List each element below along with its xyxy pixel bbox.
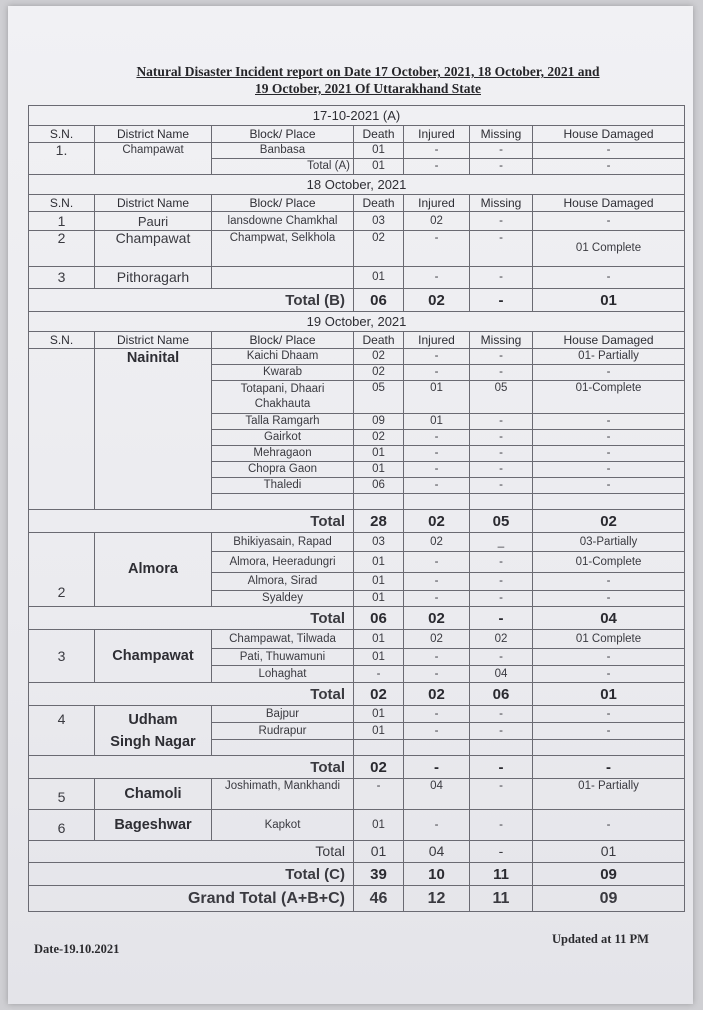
total-b-missing: - — [470, 289, 533, 312]
place-cell: Syaldey — [212, 591, 354, 607]
total-almora-label: Total — [29, 607, 354, 630]
total-a-house: - — [533, 159, 685, 175]
missing-cell: - — [470, 267, 533, 289]
district-cell: Chamoli — [95, 779, 212, 810]
sn-cell: 2 — [29, 533, 95, 607]
report-title-line-1: Natural Disaster Incident report on Date 17 October, 2021, 18 October, 2021 and — [136, 64, 600, 79]
death-cell: 06 — [354, 478, 404, 494]
total-b-label: Total (B) — [29, 289, 354, 312]
total-56-label: Total — [29, 841, 354, 863]
house-cell: 01- Partially — [533, 349, 685, 365]
district-cell: Udham Singh Nagar — [95, 706, 212, 756]
missing-cell: - — [470, 430, 533, 446]
place-cell: Almora, Heeradungri — [212, 552, 354, 573]
total-champawat-missing: 06 — [470, 683, 533, 706]
spacer-cell — [212, 740, 354, 756]
table-row — [29, 533, 685, 552]
sn-cell: 1. — [29, 143, 95, 175]
table-row — [29, 810, 685, 841]
grand-total-death: 46 — [354, 886, 404, 912]
missing-cell: - — [470, 779, 533, 810]
total-c-house: 09 — [533, 863, 685, 886]
death-cell: 01 — [354, 706, 404, 723]
header-house: House Damaged — [533, 332, 685, 349]
house-cell: 01- Partially — [533, 779, 685, 810]
death-cell: 01 — [354, 630, 404, 649]
death-cell: 05 — [354, 381, 404, 414]
death-cell: 02 — [354, 349, 404, 365]
missing-cell: - — [470, 212, 533, 231]
total-c-injured: 10 — [404, 863, 470, 886]
house-cell: - — [533, 446, 685, 462]
header-place: Block/ Place — [212, 195, 354, 212]
house-cell: 01 Complete — [533, 630, 685, 649]
place-cell: Champwat, Selkhola — [212, 231, 354, 267]
injured-cell: - — [404, 267, 470, 289]
death-cell: 09 — [354, 414, 404, 430]
grand-total-missing: 11 — [470, 886, 533, 912]
total-a-death: 01 — [354, 159, 404, 175]
total-udham-label: Total — [29, 756, 354, 779]
spacer-cell — [354, 494, 404, 510]
report-title — [68, 63, 668, 97]
total-nainital-injured: 02 — [404, 510, 470, 533]
missing-cell: - — [470, 478, 533, 494]
place-cell: Thaledi — [212, 478, 354, 494]
total-b-injured: 02 — [404, 289, 470, 312]
injured-cell: - — [404, 231, 470, 267]
total-a-missing: - — [470, 159, 533, 175]
spacer-cell — [404, 740, 470, 756]
grand-total-injured: 12 — [404, 886, 470, 912]
missing-cell: - — [470, 723, 533, 740]
incident-table — [28, 105, 685, 912]
total-nainital-label: Total — [29, 510, 354, 533]
house-cell: - — [533, 591, 685, 607]
sn-cell: 4 — [29, 706, 95, 756]
total-champawat-death: 02 — [354, 683, 404, 706]
header-place: Block/ Place — [212, 332, 354, 349]
total-a-injured: - — [404, 159, 470, 175]
district-cell: Pauri — [95, 212, 212, 231]
death-cell: 01 — [354, 462, 404, 478]
injured-cell: - — [404, 143, 470, 159]
missing-cell: - — [470, 414, 533, 430]
death-cell: 01 — [354, 810, 404, 841]
place-cell: lansdowne Chamkhal — [212, 212, 354, 231]
section-b-heading-row — [29, 175, 685, 195]
sn-cell: 3 — [29, 267, 95, 289]
death-cell: 01 — [354, 723, 404, 740]
death-cell: 01 — [354, 649, 404, 666]
header-injured: Injured — [404, 195, 470, 212]
death-cell: 01 — [354, 446, 404, 462]
missing-cell: - — [470, 810, 533, 841]
sn-cell: 6 — [29, 810, 95, 841]
district-cell: Champawat — [95, 231, 212, 267]
injured-cell: 02 — [404, 212, 470, 231]
table-row — [29, 212, 685, 231]
table-row — [29, 231, 685, 267]
place-cell: Mehragaon — [212, 446, 354, 462]
total-56-house: 01 — [533, 841, 685, 863]
header-missing: Missing — [470, 126, 533, 143]
death-cell: 02 — [354, 430, 404, 446]
death-cell: 01 — [354, 552, 404, 573]
injured-cell: 01 — [404, 414, 470, 430]
sn-cell — [29, 349, 95, 510]
total-almora-death: 06 — [354, 607, 404, 630]
injured-cell: - — [404, 552, 470, 573]
total-champawat-house: 01 — [533, 683, 685, 706]
table-row — [29, 630, 685, 649]
district-cell: Champawat — [95, 143, 212, 175]
house-cell: - — [533, 267, 685, 289]
injured-cell: 02 — [404, 533, 470, 552]
house-cell: - — [533, 478, 685, 494]
section-c-heading-row — [29, 312, 685, 332]
place-cell: Kaichi Dhaam — [212, 349, 354, 365]
injured-cell: - — [404, 591, 470, 607]
total-udham-death: 02 — [354, 756, 404, 779]
total-almora-injured: 02 — [404, 607, 470, 630]
section-a-heading-row — [29, 106, 685, 126]
table-row — [29, 143, 685, 159]
house-cell: 01-Complete — [533, 552, 685, 573]
spacer-cell — [470, 740, 533, 756]
death-cell: 02 — [354, 365, 404, 381]
injured-cell: 01 — [404, 381, 470, 414]
place-cell: Rudrapur — [212, 723, 354, 740]
table-row — [29, 706, 685, 723]
place-cell: Chopra Gaon — [212, 462, 354, 478]
death-cell: - — [354, 779, 404, 810]
total-c-label: Total (C) — [29, 863, 354, 886]
total-b-house: 01 — [533, 289, 685, 312]
header-district: District Name — [95, 195, 212, 212]
death-cell: 01 — [354, 591, 404, 607]
place-cell: Lohaghat — [212, 666, 354, 683]
grand-total-house: 09 — [533, 886, 685, 912]
table-row — [29, 779, 685, 810]
injured-cell: - — [404, 365, 470, 381]
updated-time: Updated at 11 PM — [552, 932, 649, 946]
header-sn: S.N. — [29, 195, 95, 212]
house-cell: - — [533, 666, 685, 683]
grand-total-label: Grand Total (A+B+C) — [29, 886, 354, 912]
header-death: Death — [354, 195, 404, 212]
injured-cell: - — [404, 706, 470, 723]
spacer-cell — [404, 494, 470, 510]
missing-cell: - — [470, 573, 533, 591]
injured-cell: - — [404, 666, 470, 683]
header-sn: S.N. — [29, 126, 95, 143]
house-cell: - — [533, 810, 685, 841]
missing-cell: 04 — [470, 666, 533, 683]
place-cell: Talla Ramgarh — [212, 414, 354, 430]
total-a-label: Total (A) — [212, 159, 354, 175]
total-b-row — [29, 289, 685, 312]
place-cell: Banbasa — [212, 143, 354, 159]
total-56-row — [29, 841, 685, 863]
total-56-death: 01 — [354, 841, 404, 863]
header-missing: Missing — [470, 195, 533, 212]
section-a-heading: 17-10-2021 (A) — [29, 106, 685, 126]
death-cell: 03 — [354, 533, 404, 552]
death-cell: 01 — [354, 573, 404, 591]
missing-cell: - — [470, 552, 533, 573]
total-c-missing: 11 — [470, 863, 533, 886]
missing-cell: _ — [470, 533, 533, 552]
missing-cell: - — [470, 591, 533, 607]
total-almora-missing: - — [470, 607, 533, 630]
house-cell: - — [533, 430, 685, 446]
missing-cell: - — [470, 649, 533, 666]
header-district: District Name — [95, 126, 212, 143]
total-nainital-death: 28 — [354, 510, 404, 533]
total-champawat-injured: 02 — [404, 683, 470, 706]
death-cell: 03 — [354, 212, 404, 231]
sn-cell: 5 — [29, 779, 95, 810]
header-house: House Damaged — [533, 126, 685, 143]
grand-total-row — [29, 886, 685, 912]
place-cell: Bhikiyasain, Rapad — [212, 533, 354, 552]
house-cell: - — [533, 414, 685, 430]
injured-cell: 02 — [404, 630, 470, 649]
section-c-heading: 19 October, 2021 — [29, 312, 685, 332]
total-champawat-label: Total — [29, 683, 354, 706]
report-title-line-2: 19 October, 2021 Of Uttarakhand State — [255, 81, 481, 96]
place-cell: Kapkot — [212, 810, 354, 841]
total-champawat-row — [29, 683, 685, 706]
header-injured: Injured — [404, 126, 470, 143]
death-cell: 02 — [354, 231, 404, 267]
total-nainital-row — [29, 510, 685, 533]
district-cell: Champawat — [95, 630, 212, 683]
spacer-cell — [533, 494, 685, 510]
header-district: District Name — [95, 332, 212, 349]
missing-cell: - — [470, 706, 533, 723]
place-cell: Kwarab — [212, 365, 354, 381]
table-row — [29, 349, 685, 365]
spacer-cell — [212, 494, 354, 510]
house-cell: - — [533, 706, 685, 723]
house-cell: - — [533, 462, 685, 478]
total-nainital-house: 02 — [533, 510, 685, 533]
place-cell — [212, 267, 354, 289]
sn-cell: 1 — [29, 212, 95, 231]
total-c-row — [29, 863, 685, 886]
missing-cell: - — [470, 462, 533, 478]
place-cell: Joshimath, Mankhandi — [212, 779, 354, 810]
header-row — [29, 195, 685, 212]
total-b-death: 06 — [354, 289, 404, 312]
death-cell: - — [354, 666, 404, 683]
place-cell: Gairkot — [212, 430, 354, 446]
house-cell: - — [533, 212, 685, 231]
missing-cell: 02 — [470, 630, 533, 649]
missing-cell: 05 — [470, 381, 533, 414]
house-cell: - — [533, 649, 685, 666]
injured-cell: - — [404, 810, 470, 841]
district-cell: Bageshwar — [95, 810, 212, 841]
house-cell: 03-Partially — [533, 533, 685, 552]
place-cell: Almora, Sirad — [212, 573, 354, 591]
house-cell: 01 Complete — [533, 231, 685, 267]
place-cell: Pati, Thuwamuni — [212, 649, 354, 666]
injured-cell: - — [404, 430, 470, 446]
header-house: House Damaged — [533, 195, 685, 212]
house-cell: - — [533, 365, 685, 381]
house-cell: - — [533, 573, 685, 591]
injured-cell: - — [404, 446, 470, 462]
total-almora-house: 04 — [533, 607, 685, 630]
total-almora-row — [29, 607, 685, 630]
spacer-cell — [470, 494, 533, 510]
total-56-missing: - — [470, 841, 533, 863]
spacer-cell — [533, 740, 685, 756]
header-sn: S.N. — [29, 332, 95, 349]
place-cell: Champawat, Tilwada — [212, 630, 354, 649]
total-udham-injured: - — [404, 756, 470, 779]
injured-cell: - — [404, 649, 470, 666]
total-udham-row — [29, 756, 685, 779]
injured-cell: - — [404, 349, 470, 365]
missing-cell: - — [470, 349, 533, 365]
header-injured: Injured — [404, 332, 470, 349]
house-cell: - — [533, 723, 685, 740]
district-cell: Nainital — [95, 349, 212, 510]
injured-cell: - — [404, 573, 470, 591]
death-cell: 01 — [354, 267, 404, 289]
missing-cell: - — [470, 446, 533, 462]
place-cell: Totapani, Dhaari Chakhauta — [212, 381, 354, 414]
report-date: Date-19.10.2021 — [34, 942, 120, 956]
death-cell: 01 — [354, 143, 404, 159]
missing-cell: - — [470, 365, 533, 381]
total-udham-missing: - — [470, 756, 533, 779]
header-place: Block/ Place — [212, 126, 354, 143]
header-missing: Missing — [470, 332, 533, 349]
sn-cell: 2 — [29, 231, 95, 267]
total-nainital-missing: 05 — [470, 510, 533, 533]
header-row — [29, 126, 685, 143]
injured-cell: - — [404, 462, 470, 478]
header-death: Death — [354, 332, 404, 349]
header-row — [29, 332, 685, 349]
injured-cell: - — [404, 723, 470, 740]
section-b-heading: 18 October, 2021 — [29, 175, 685, 195]
header-death: Death — [354, 126, 404, 143]
sn-cell: 3 — [29, 630, 95, 683]
injured-cell: 04 — [404, 779, 470, 810]
total-udham-house: - — [533, 756, 685, 779]
table-row — [29, 267, 685, 289]
missing-cell: - — [470, 143, 533, 159]
district-cell: Pithoragarh — [95, 267, 212, 289]
house-cell: - — [533, 143, 685, 159]
total-56-injured: 04 — [404, 841, 470, 863]
missing-cell: - — [470, 231, 533, 267]
spacer-cell — [354, 740, 404, 756]
injured-cell: - — [404, 478, 470, 494]
total-c-death: 39 — [354, 863, 404, 886]
place-cell: Bajpur — [212, 706, 354, 723]
house-cell: 01-Complete — [533, 381, 685, 414]
district-cell: Almora — [95, 533, 212, 607]
